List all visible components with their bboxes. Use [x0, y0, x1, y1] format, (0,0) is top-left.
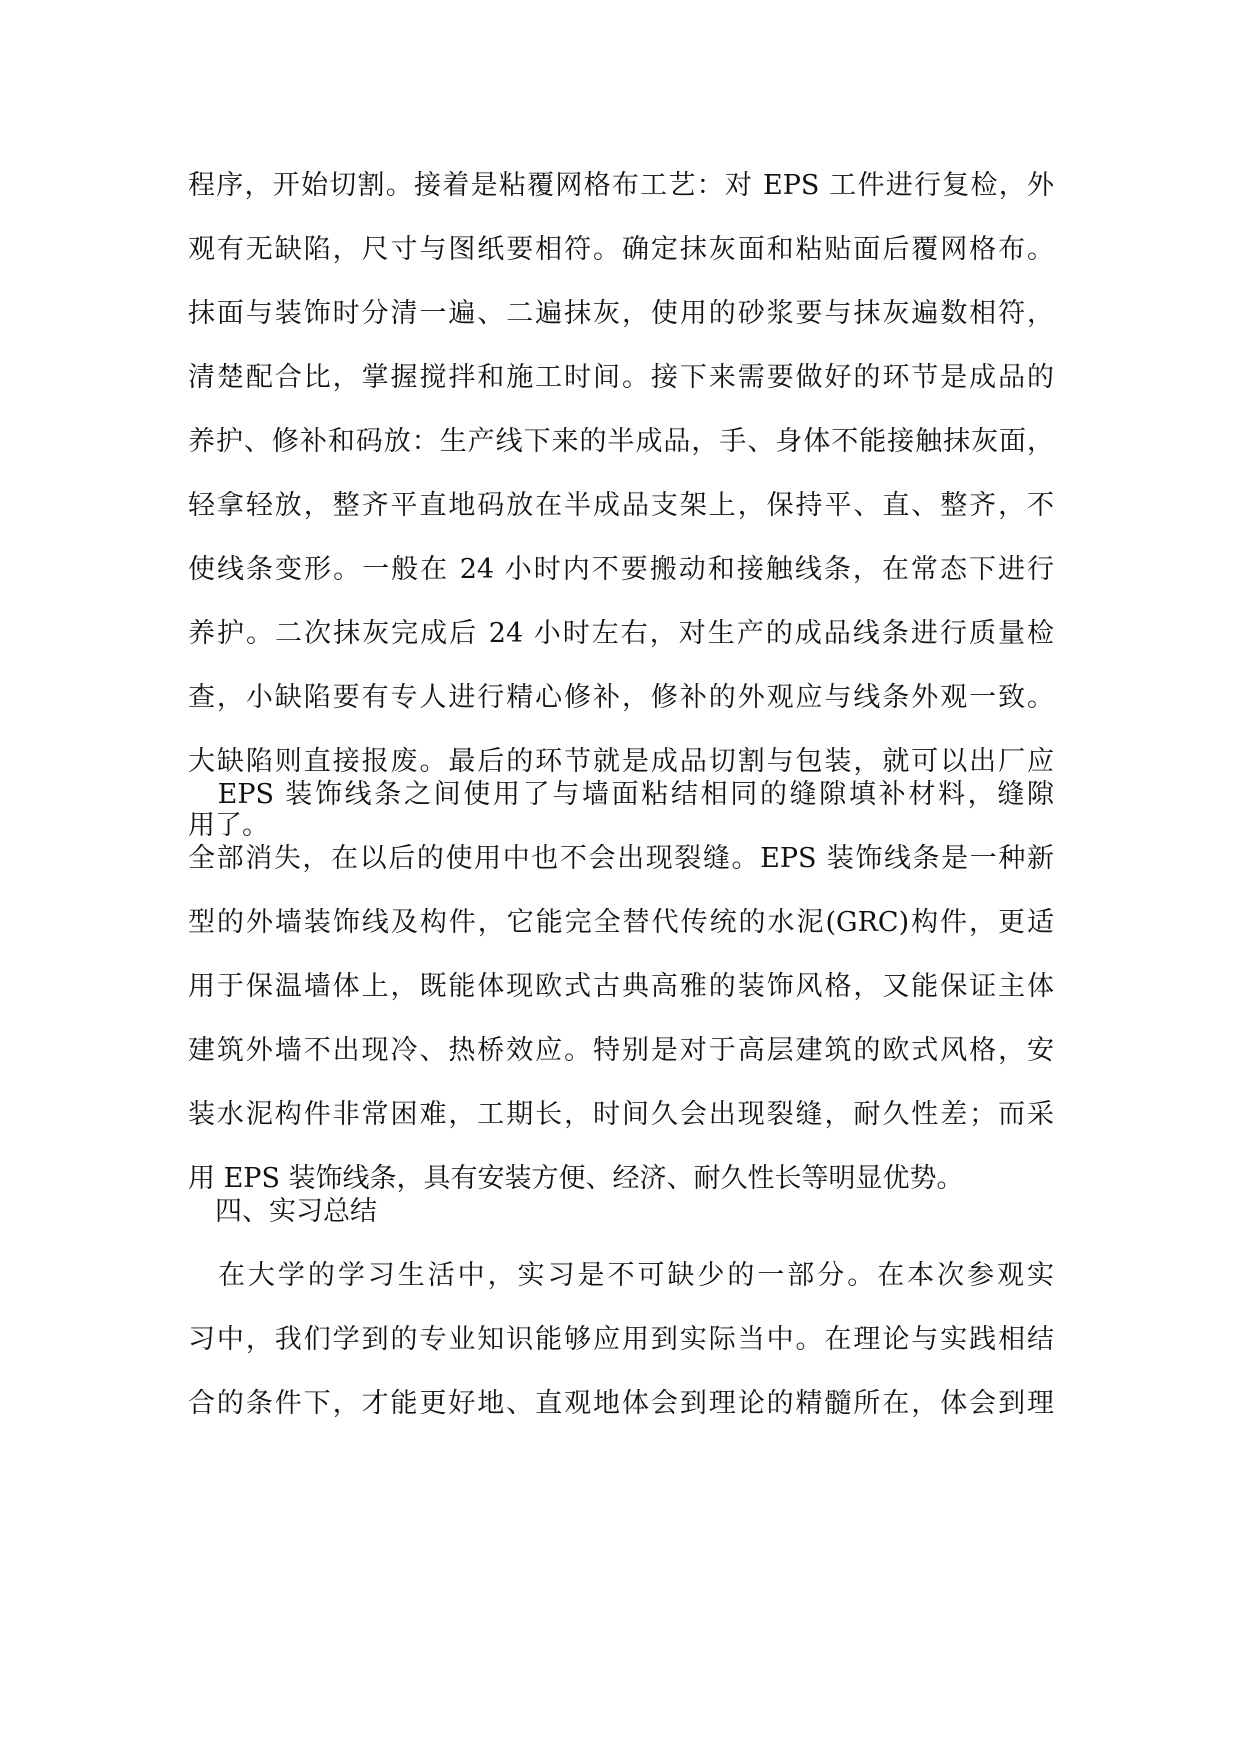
section-heading-text: 四、实习总结 [188, 1196, 377, 1227]
text-line: 抹面与装饰时分清一遍、二遍抹灰，使用的砂浆要与抹灰遍数相符， [188, 298, 1054, 329]
text-line: 习中，我们学到的专业知识能够应用到实际当中。在理论与实践相结 [188, 1324, 1054, 1355]
text-line: 全部消失，在以后的使用中也不会出现裂缝。EPS 装饰线条是一种新 [188, 843, 1054, 874]
text-line: 养护。二次抹灰完成后 24 小时左右，对生产的成品线条进行质量检 [188, 618, 1054, 649]
text-line: 合的条件下，才能更好地、直观地体会到理论的精髓所在，体会到理 [188, 1388, 1054, 1419]
paragraph-eps-advantages [188, 763, 1054, 1211]
paragraph-internship-summary [188, 1244, 1054, 1436]
text-line: 程序，开始切割。接着是粘覆网格布工艺：对 EPS 工件进行复检，外 [188, 170, 1054, 201]
text-line: 查，小缺陷要有专人进行精心修补，修补的外观应与线条外观一致。 [188, 682, 1054, 713]
text-line: 用 EPS 装饰线条，具有安装方便、经济、耐久性长等明显优势。 [188, 1163, 964, 1194]
section-heading [188, 1180, 1054, 1244]
text-line: 使线条变形。一般在 24 小时内不要搬动和接触线条，在常态下进行 [188, 554, 1054, 585]
text-line: 轻拿轻放，整齐平直地码放在半成品支架上，保持平、直、整齐，不 [188, 490, 1054, 521]
text-line: 观有无缺陷，尺寸与图纸要相符。确定抹灰面和粘贴面后覆网格布。 [188, 234, 1054, 265]
text-line: 用了。 [188, 810, 269, 841]
text-line: EPS 装饰线条之间使用了与墙面粘结相同的缝隙填补材料，缝隙 [188, 779, 1054, 810]
paragraph-production-process [188, 154, 1054, 858]
text-line: 在大学的学习生活中，实习是不可缺少的一部分。在本次参观实 [188, 1260, 1054, 1291]
text-line: 大缺陷则直接报废。最后的环节就是成品切割与包装，就可以出厂应 [188, 746, 1054, 777]
text-line: 型的外墙装饰线及构件，它能完全替代传统的水泥(GRC)构件，更适 [188, 907, 1054, 938]
text-line: 清楚配合比，掌握搅拌和施工时间。接下来需要做好的环节是成品的 [188, 362, 1054, 393]
text-line: 养护、修补和码放：生产线下来的半成品，手、身体不能接触抹灰面， [188, 426, 1054, 457]
text-line: 建筑外墙不出现冷、热桥效应。特别是对于高层建筑的欧式风格，安 [188, 1035, 1054, 1066]
text-line: 装水泥构件非常困难，工期长，时间久会出现裂缝，耐久性差；而采 [188, 1099, 1054, 1130]
text-line: 用于保温墙体上，既能体现欧式古典高雅的装饰风格，又能保证主体 [188, 971, 1054, 1002]
